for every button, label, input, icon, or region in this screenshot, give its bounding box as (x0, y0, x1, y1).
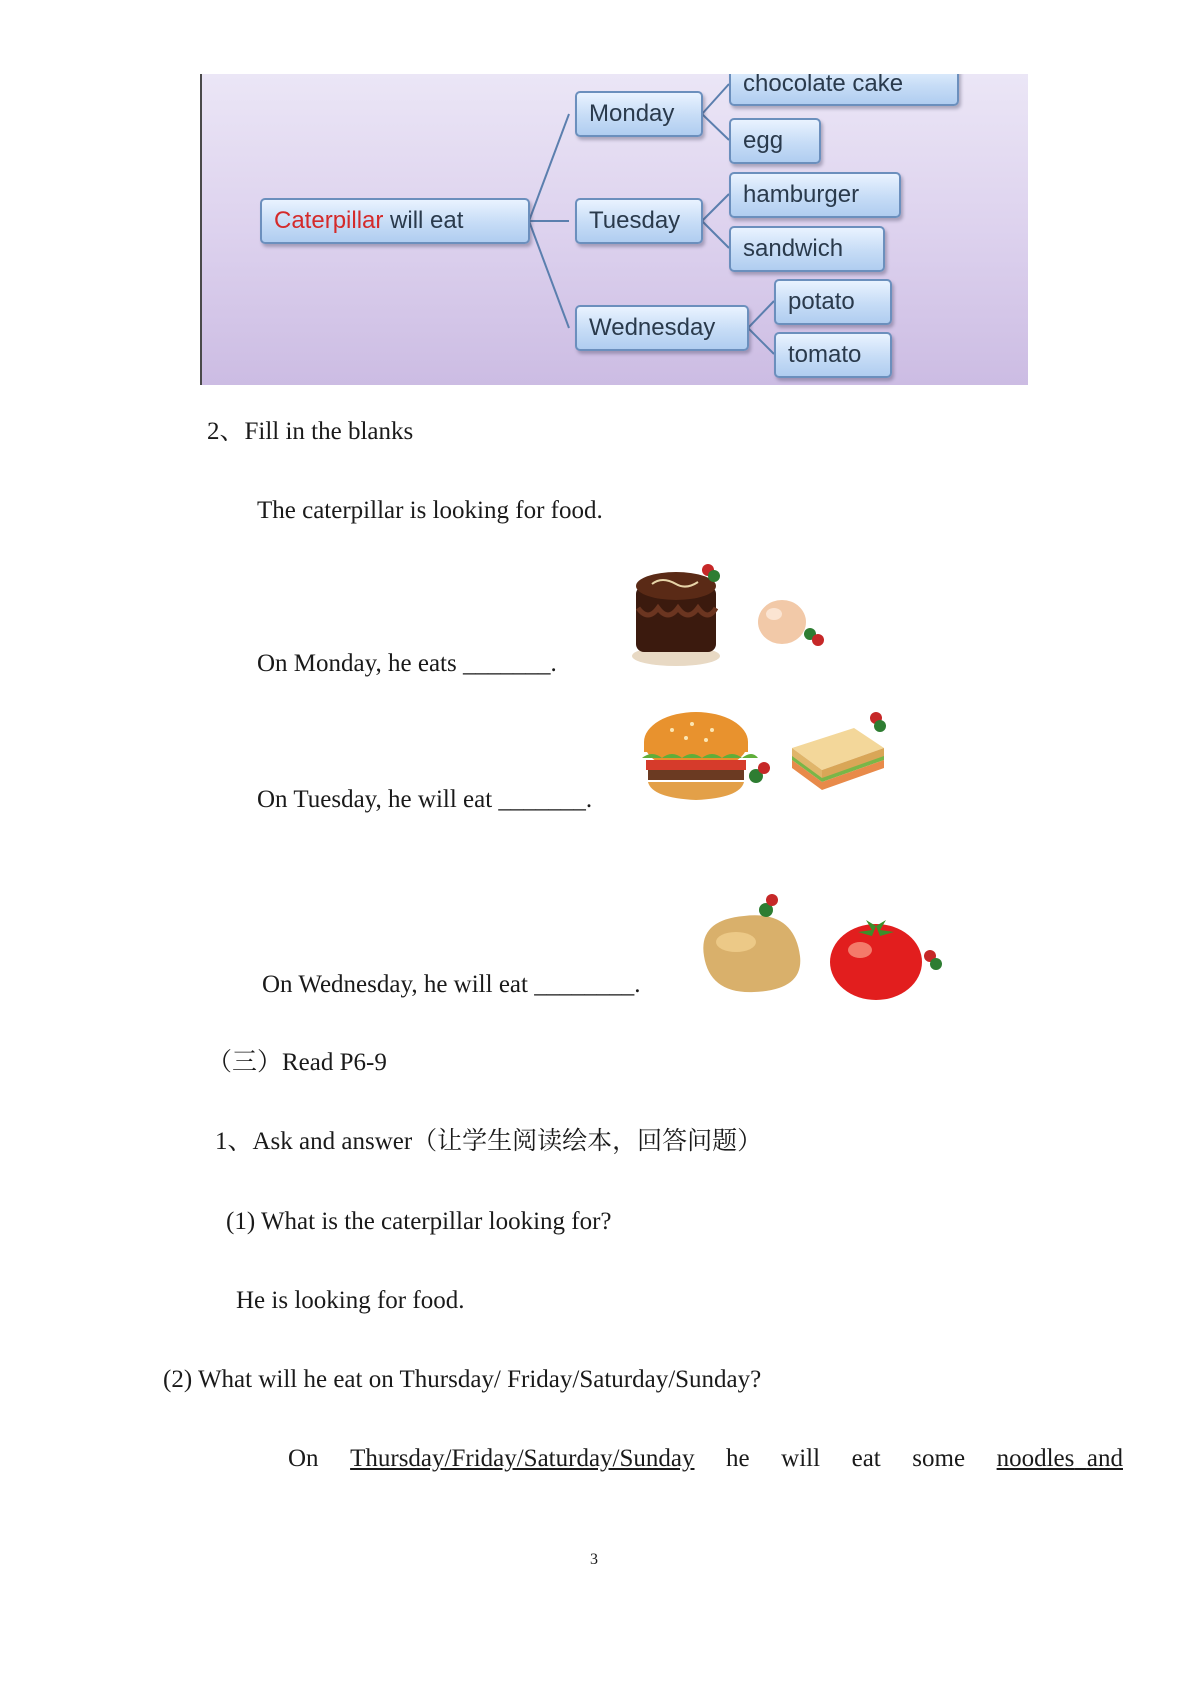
chocolate-cake-icon (628, 556, 728, 671)
connector-tuesday-hamburger (702, 194, 729, 221)
day-label: Wednesday (589, 314, 716, 341)
connector-wednesday-tomato (748, 328, 774, 354)
connector-tuesday-sandwich (702, 221, 729, 248)
food-node-hamburger (729, 172, 901, 218)
section-3-heading: （三）Read P6-9 (207, 1049, 387, 1076)
food-node-chocolate-cake (729, 74, 959, 106)
food-node-potato (774, 279, 892, 325)
root-node (260, 198, 530, 244)
monday-sentence: On Monday, he eats _______. (257, 650, 557, 677)
section-2-intro: The caterpillar is looking for food. (257, 497, 603, 524)
day-node-wednesday (575, 305, 749, 351)
answer-2-he: he (726, 1445, 750, 1472)
mind-map-diagram (200, 74, 1028, 385)
page-number: 3 (590, 1551, 598, 1568)
answer-2-noodles: noodles (996, 1445, 1075, 1472)
answer-2-days: Thursday/Friday/Saturday/Sunday (350, 1445, 695, 1472)
hamburger-icon (636, 706, 772, 810)
potato-icon (690, 892, 810, 1000)
answer-2-and: and (1086, 1445, 1123, 1472)
answer-2-some: some (912, 1445, 966, 1472)
day-node-monday (575, 91, 703, 137)
connector-monday-cake (702, 84, 729, 114)
connector-root-wednesday (529, 221, 569, 328)
connector-wednesday-potato (748, 301, 774, 328)
section-3-subheading: 1、Ask and answer（让学生阅读绘本，回答问题） (215, 1128, 763, 1155)
food-label: hamburger (743, 181, 860, 208)
food-node-egg (729, 118, 821, 164)
question-2: (2) What will he eat on Thursday/ Friday/Saturday/Sunday? (163, 1366, 762, 1393)
root-highlight: Caterpillar (274, 207, 384, 234)
answer-2-will: will (781, 1445, 821, 1472)
section-2-heading: 2、Fill in the blanks (207, 418, 414, 445)
answer-2-noodles-and (997, 1446, 1123, 1471)
food-label: potato (788, 288, 855, 315)
food-label: chocolate cake (743, 74, 904, 97)
food-label: egg (743, 127, 784, 154)
day-node-tuesday (575, 198, 703, 244)
answer-2-on: On (288, 1445, 319, 1472)
question-1: (1) What is the caterpillar looking for? (226, 1208, 612, 1235)
answer-2-eat: eat (851, 1445, 881, 1472)
food-node-sandwich (729, 226, 885, 272)
food-node-tomato (774, 332, 892, 378)
tuesday-sentence: On Tuesday, he will eat _______. (257, 786, 593, 813)
tomato-icon (826, 912, 948, 1004)
day-label: Tuesday (589, 207, 681, 234)
day-label: Monday (589, 100, 675, 127)
root-rest: will eat (383, 207, 464, 234)
food-label: sandwich (743, 235, 844, 262)
answer-2 (288, 1446, 1123, 1471)
sandwich-icon (784, 708, 894, 798)
connector-root-monday (529, 114, 569, 221)
wednesday-sentence: On Wednesday, he will eat ________. (262, 971, 641, 998)
answer-1: He is looking for food. (236, 1287, 465, 1314)
food-label: tomato (788, 341, 862, 368)
connector-monday-egg (702, 114, 729, 140)
egg-icon (752, 590, 828, 650)
